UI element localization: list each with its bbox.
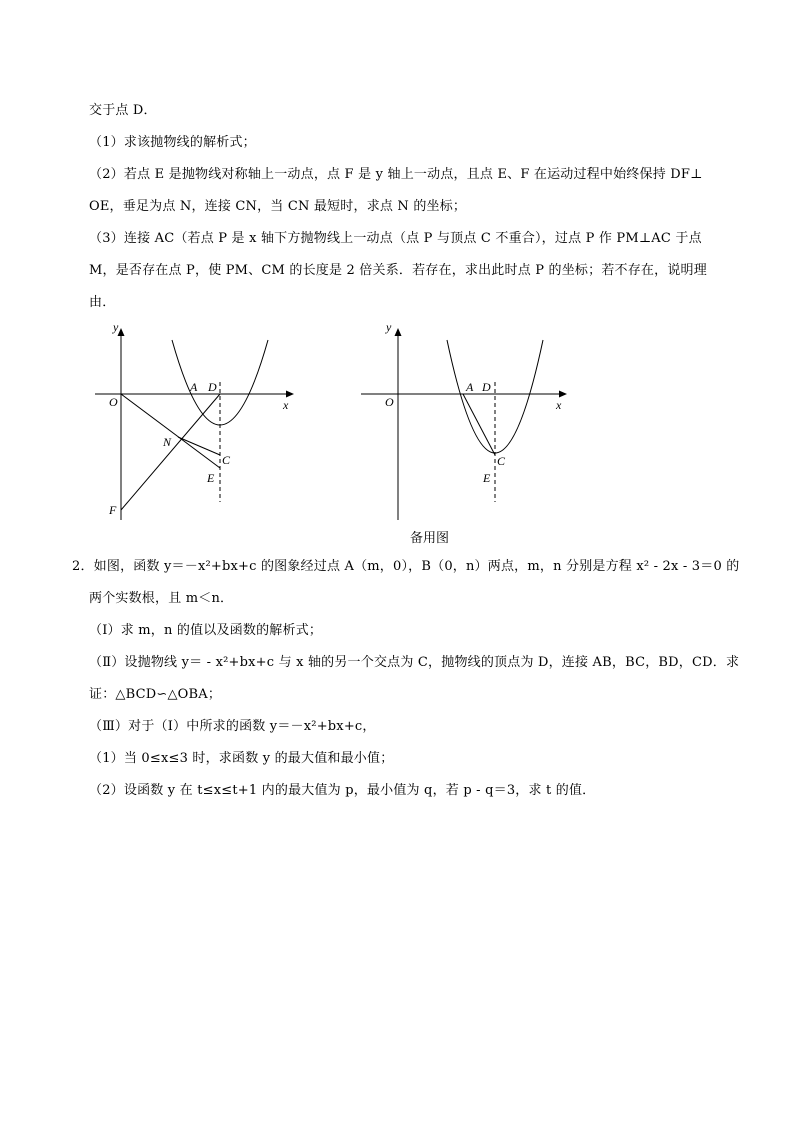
fig2-label-x: x [556, 398, 562, 412]
fig2-x-arrow [559, 391, 567, 398]
p2-line-3: （Ⅰ）求 m，n 的值以及函数的解析式； [89, 623, 323, 638]
p1-line-4: OE，垂足为点 N，连接 CN，当 CN 最短时，求点 N 的坐标； [89, 199, 467, 214]
fig2-label-D: D [482, 380, 491, 394]
fig2-segment-AC [463, 394, 495, 455]
p2-line-5: 证：△BCD∽△OBA； [89, 687, 222, 702]
fig1-y-arrow [118, 328, 125, 336]
fig2-label-y: y [386, 320, 392, 334]
fig1-label-E: E [207, 471, 215, 485]
fig1-label-F: F [109, 503, 117, 517]
p2-line-7: （1）当 0≤x≤3 时，求函数 y 的最大值和最小值； [89, 751, 394, 766]
p1-line-5: （3）连接 AC（若点 P 是 x 轴下方抛物线上一动点（点 P 与顶点 C 不重合），过点 P 作 PM⊥AC 于点 [89, 231, 702, 246]
figure-1 [90, 318, 310, 528]
fig1-label-N: N [163, 435, 172, 449]
fig1-label-x: x [283, 398, 289, 412]
figure-2 [355, 318, 575, 528]
fig2-y-arrow [395, 328, 402, 336]
p1-line-2: （1）求该抛物线的解析式； [89, 135, 256, 150]
fig1-segment-FD [121, 394, 220, 510]
fig2-label-C: C [497, 454, 506, 468]
fig1-label-y: y [113, 320, 119, 334]
p2-line-1: 2．如图，函数 y＝－x²+bx+c 的图象经过点 A（m，0），B（0，n）两点，m，n 分别是方程 x² - 2x - 3＝0 的 [72, 559, 740, 574]
p1-line-1: 交于点 D． [89, 103, 157, 118]
figure-2-caption: 备用图 [410, 531, 450, 546]
fig2-label-O: O [385, 395, 394, 409]
fig1-label-A: A [190, 380, 198, 394]
fig2-label-E: E [483, 471, 491, 485]
p1-line-6: M，是否存在点 P，使 PM、CM 的长度是 2 倍关系．若存在，求出此时点 P 的坐标；若不存在，说明理 [89, 263, 707, 278]
fig1-label-D: D [208, 380, 217, 394]
p2-line-4: （Ⅱ）设抛物线 y＝ - x²+bx+c 与 x 轴的另一个交点为 C，抛物线的顶点为 D，连接 AB，BC，BD，CD．求 [89, 655, 740, 670]
fig1-label-C: C [222, 453, 231, 467]
p2-line-8: （2）设函数 y 在 t≤x≤t+1 内的最大值为 p，最小值为 q，若 p - q＝3，求 t 的值． [89, 783, 596, 798]
fig1-x-arrow [286, 391, 294, 398]
fig1-label-O: O [109, 395, 118, 409]
p1-line-7: 由． [89, 295, 116, 310]
p2-line-6: （Ⅲ）对于（Ⅰ）中所求的函数 y＝－x²+bx+c， [89, 719, 376, 734]
p2-line-2: 两个实数根，且 m＜n． [89, 591, 234, 606]
p1-line-3: （2）若点 E 是抛物线对称轴上一动点，点 F 是 y 轴上一动点，且点 E、F 在运动过程中始终保持 DF⊥ [89, 167, 703, 182]
fig1-segment-OE [121, 394, 220, 468]
fig2-label-A: A [466, 380, 474, 394]
